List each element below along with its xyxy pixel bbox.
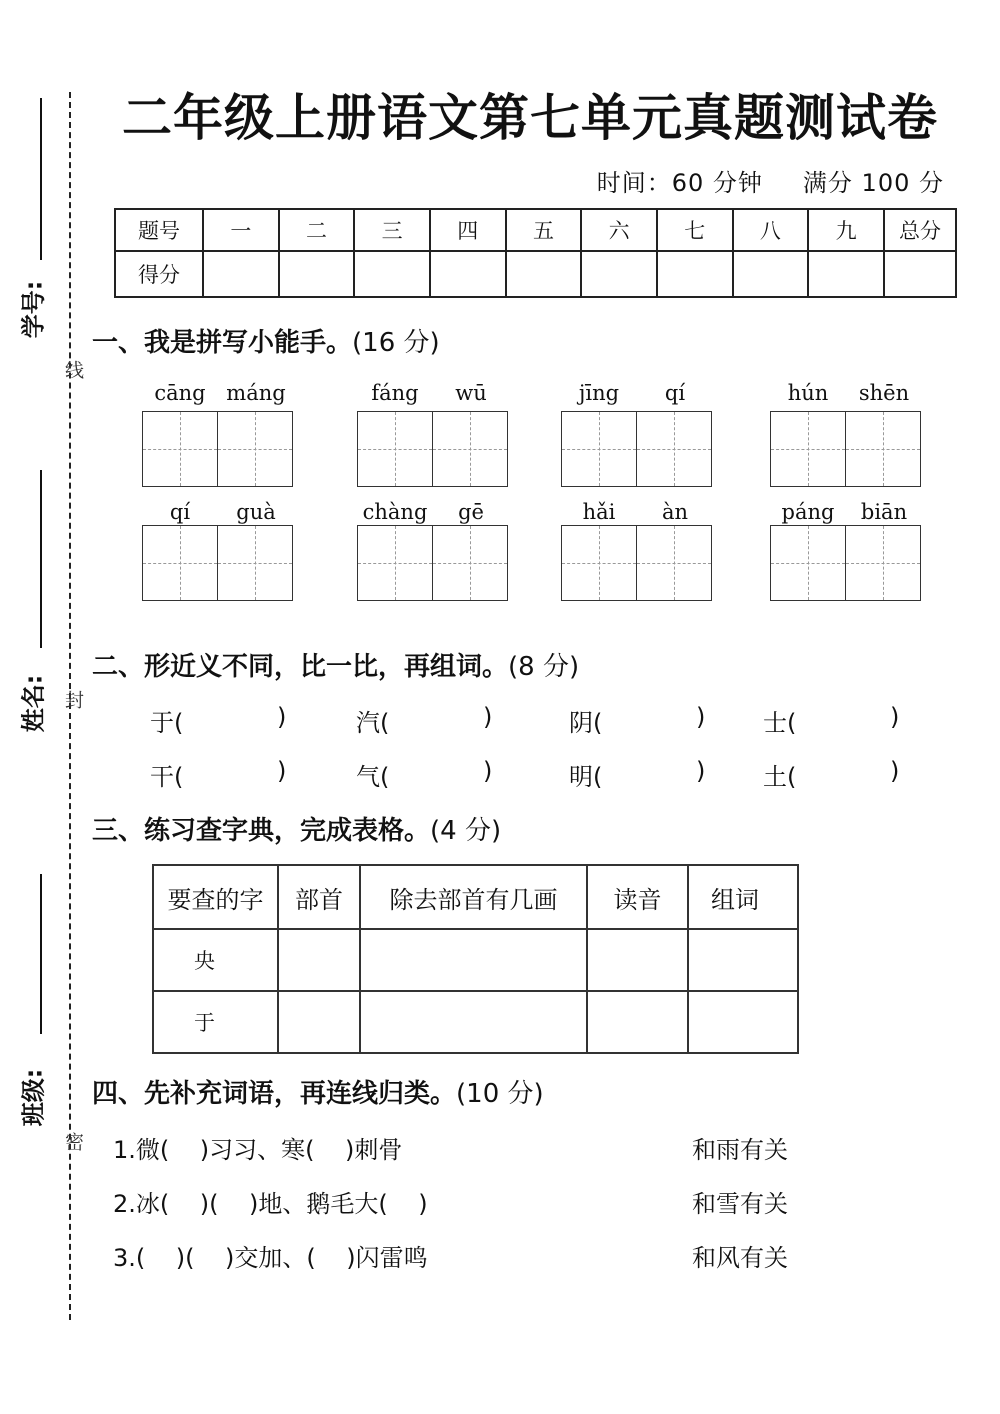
dict-input-cell[interactable] bbox=[688, 991, 798, 1053]
pinyin: máng bbox=[226, 381, 286, 405]
score-header-cell: 三 bbox=[354, 209, 430, 251]
writing-grid[interactable] bbox=[561, 525, 714, 601]
category-item[interactable]: 和风有关 bbox=[692, 1244, 788, 1272]
dict-input-cell[interactable] bbox=[278, 929, 360, 991]
score-input-cell[interactable] bbox=[203, 251, 279, 297]
word-pair-blank[interactable] bbox=[356, 757, 516, 792]
dict-header-cell: 部首 bbox=[278, 865, 360, 929]
paren-close: ) bbox=[890, 757, 900, 785]
score-header-cell: 总分 bbox=[884, 209, 956, 251]
score-header-cell: 二 bbox=[279, 209, 355, 251]
writing-grid[interactable] bbox=[357, 411, 510, 487]
score-header-cell: 五 bbox=[506, 209, 582, 251]
section2-title-text: 二、形近义不同，比一比，再组词。 bbox=[92, 652, 509, 682]
student-id-label: 学号: bbox=[19, 280, 48, 339]
page-title: 二年级上册语文第七单元真题测试卷 bbox=[122, 89, 938, 147]
word-pair-blank[interactable] bbox=[150, 703, 310, 738]
score-input-cell[interactable] bbox=[279, 251, 355, 297]
word-pair-blank[interactable] bbox=[763, 757, 923, 792]
section1-title-text: 一、我是拼写小能手。 bbox=[92, 328, 353, 358]
score-header-cell: 题号 bbox=[115, 209, 203, 251]
dictionary-table bbox=[152, 864, 799, 1054]
score-header-cell: 八 bbox=[733, 209, 809, 251]
pinyin: wū bbox=[455, 381, 487, 405]
pinyin: shēn bbox=[858, 381, 910, 405]
binding-word-secret: 密 bbox=[62, 1132, 84, 1151]
writing-grid[interactable] bbox=[770, 411, 923, 487]
dict-input-cell[interactable] bbox=[587, 929, 688, 991]
word-pair-blank[interactable] bbox=[763, 703, 923, 738]
char-prompt: 于( bbox=[150, 709, 184, 737]
pinyin: biān bbox=[860, 500, 908, 524]
char-prompt: 气( bbox=[356, 763, 390, 791]
dict-input-cell[interactable] bbox=[688, 929, 798, 991]
section3-points: (4 分) bbox=[430, 816, 502, 846]
class-label: 班级: bbox=[19, 1068, 48, 1127]
word-pair-blank[interactable] bbox=[150, 757, 310, 792]
pinyin: páng bbox=[781, 500, 835, 524]
idiom-item[interactable]: 1.微( )习习、寒( )刺骨 bbox=[113, 1136, 403, 1164]
exam-full-score: 满分 100 分 bbox=[802, 169, 944, 197]
paren-close: ) bbox=[696, 703, 706, 731]
dict-input-cell[interactable] bbox=[360, 929, 587, 991]
char-prompt: 阴( bbox=[569, 709, 603, 737]
pinyin: hǎi bbox=[582, 500, 616, 524]
dictionary-table-header bbox=[153, 865, 798, 929]
char-prompt: 士( bbox=[763, 709, 797, 737]
score-header-cell: 七 bbox=[657, 209, 733, 251]
student-name-label: 姓名: bbox=[19, 674, 48, 733]
score-input-cell[interactable] bbox=[581, 251, 657, 297]
idiom-item[interactable]: 2.冰( )( )地、鹅毛大( ) bbox=[113, 1190, 428, 1218]
pinyin: hún bbox=[787, 381, 829, 405]
section4-title-text: 四、先补充词语，再连线归类。 bbox=[92, 1079, 457, 1109]
score-input-cell[interactable] bbox=[808, 251, 884, 297]
student-id-line[interactable] bbox=[40, 98, 42, 260]
paren-close: ) bbox=[696, 757, 706, 785]
writing-grid[interactable] bbox=[770, 525, 923, 601]
pinyin: qí bbox=[664, 381, 686, 405]
binding-word-line: 线 bbox=[62, 360, 84, 379]
section3-title-text: 三、练习查字典，完成表格。 bbox=[92, 816, 431, 846]
category-item[interactable]: 和雪有关 bbox=[692, 1190, 788, 1218]
char-prompt: 干( bbox=[150, 763, 184, 791]
exam-meta bbox=[557, 163, 944, 198]
score-header-cell: 六 bbox=[581, 209, 657, 251]
writing-grid[interactable] bbox=[561, 411, 714, 487]
section4-points: (10 分) bbox=[456, 1079, 544, 1109]
student-name-line[interactable] bbox=[40, 470, 42, 648]
score-header-cell: 九 bbox=[808, 209, 884, 251]
word-pair-blank[interactable] bbox=[569, 757, 729, 792]
dict-char: 于 bbox=[153, 991, 278, 1053]
dictionary-table-row bbox=[153, 929, 798, 991]
dict-header-cell: 除去部首有几画 bbox=[360, 865, 587, 929]
paren-close: ) bbox=[890, 703, 900, 731]
dict-input-cell[interactable] bbox=[587, 991, 688, 1053]
paren-close: ) bbox=[277, 757, 287, 785]
dict-char: 央 bbox=[153, 929, 278, 991]
score-input-cell[interactable] bbox=[506, 251, 582, 297]
score-table-header bbox=[115, 209, 956, 251]
section4-title bbox=[92, 1073, 544, 1110]
char-prompt: 土( bbox=[763, 763, 797, 791]
section2-points: (8 分) bbox=[508, 652, 580, 682]
score-table bbox=[114, 208, 957, 298]
idiom-item[interactable]: 3.( )( )交加、( )闪雷鸣 bbox=[113, 1244, 428, 1272]
word-pair-blank[interactable] bbox=[356, 703, 516, 738]
dict-header-cell: 要查的字 bbox=[153, 865, 278, 929]
pinyin: qí bbox=[169, 500, 191, 524]
score-input-cell[interactable] bbox=[733, 251, 809, 297]
writing-grid[interactable] bbox=[142, 525, 295, 601]
pinyin: fáng bbox=[371, 381, 419, 405]
writing-grid[interactable] bbox=[357, 525, 510, 601]
pinyin: jīng bbox=[578, 381, 620, 405]
pinyin: cāng bbox=[154, 381, 206, 405]
section1-title bbox=[92, 322, 440, 359]
score-input-cell[interactable] bbox=[430, 251, 506, 297]
dict-input-cell[interactable] bbox=[360, 991, 587, 1053]
section3-title bbox=[92, 810, 501, 847]
score-header-cell: 四 bbox=[430, 209, 506, 251]
dict-header-cell: 组词 bbox=[688, 865, 798, 929]
paren-close: ) bbox=[277, 703, 287, 731]
word-pair-blank[interactable] bbox=[569, 703, 729, 738]
score-input-cell[interactable] bbox=[884, 251, 956, 297]
paren-close: ) bbox=[483, 703, 493, 731]
pinyin: gē bbox=[458, 500, 484, 524]
pinyin: chàng bbox=[362, 500, 428, 524]
score-header-cell: 一 bbox=[203, 209, 279, 251]
pinyin: guà bbox=[236, 500, 276, 524]
char-prompt: 明( bbox=[569, 763, 603, 791]
score-table-row bbox=[115, 251, 956, 297]
section1-points: (16 分) bbox=[352, 328, 440, 358]
score-input-cell[interactable] bbox=[657, 251, 733, 297]
dict-input-cell[interactable] bbox=[278, 991, 360, 1053]
dictionary-table-row bbox=[153, 991, 798, 1053]
binding-word-seal: 封 bbox=[62, 690, 84, 709]
exam-time: 时间：60 分钟 bbox=[596, 169, 763, 197]
category-item[interactable]: 和雨有关 bbox=[692, 1136, 788, 1164]
section2-title bbox=[92, 646, 579, 683]
score-input-cell[interactable] bbox=[354, 251, 430, 297]
writing-grid[interactable] bbox=[142, 411, 295, 487]
paren-close: ) bbox=[483, 757, 493, 785]
pinyin: àn bbox=[661, 500, 689, 524]
class-line[interactable] bbox=[40, 874, 42, 1034]
char-prompt: 汽( bbox=[356, 709, 390, 737]
score-row-label: 得分 bbox=[115, 251, 203, 297]
dict-header-cell: 读音 bbox=[587, 865, 688, 929]
